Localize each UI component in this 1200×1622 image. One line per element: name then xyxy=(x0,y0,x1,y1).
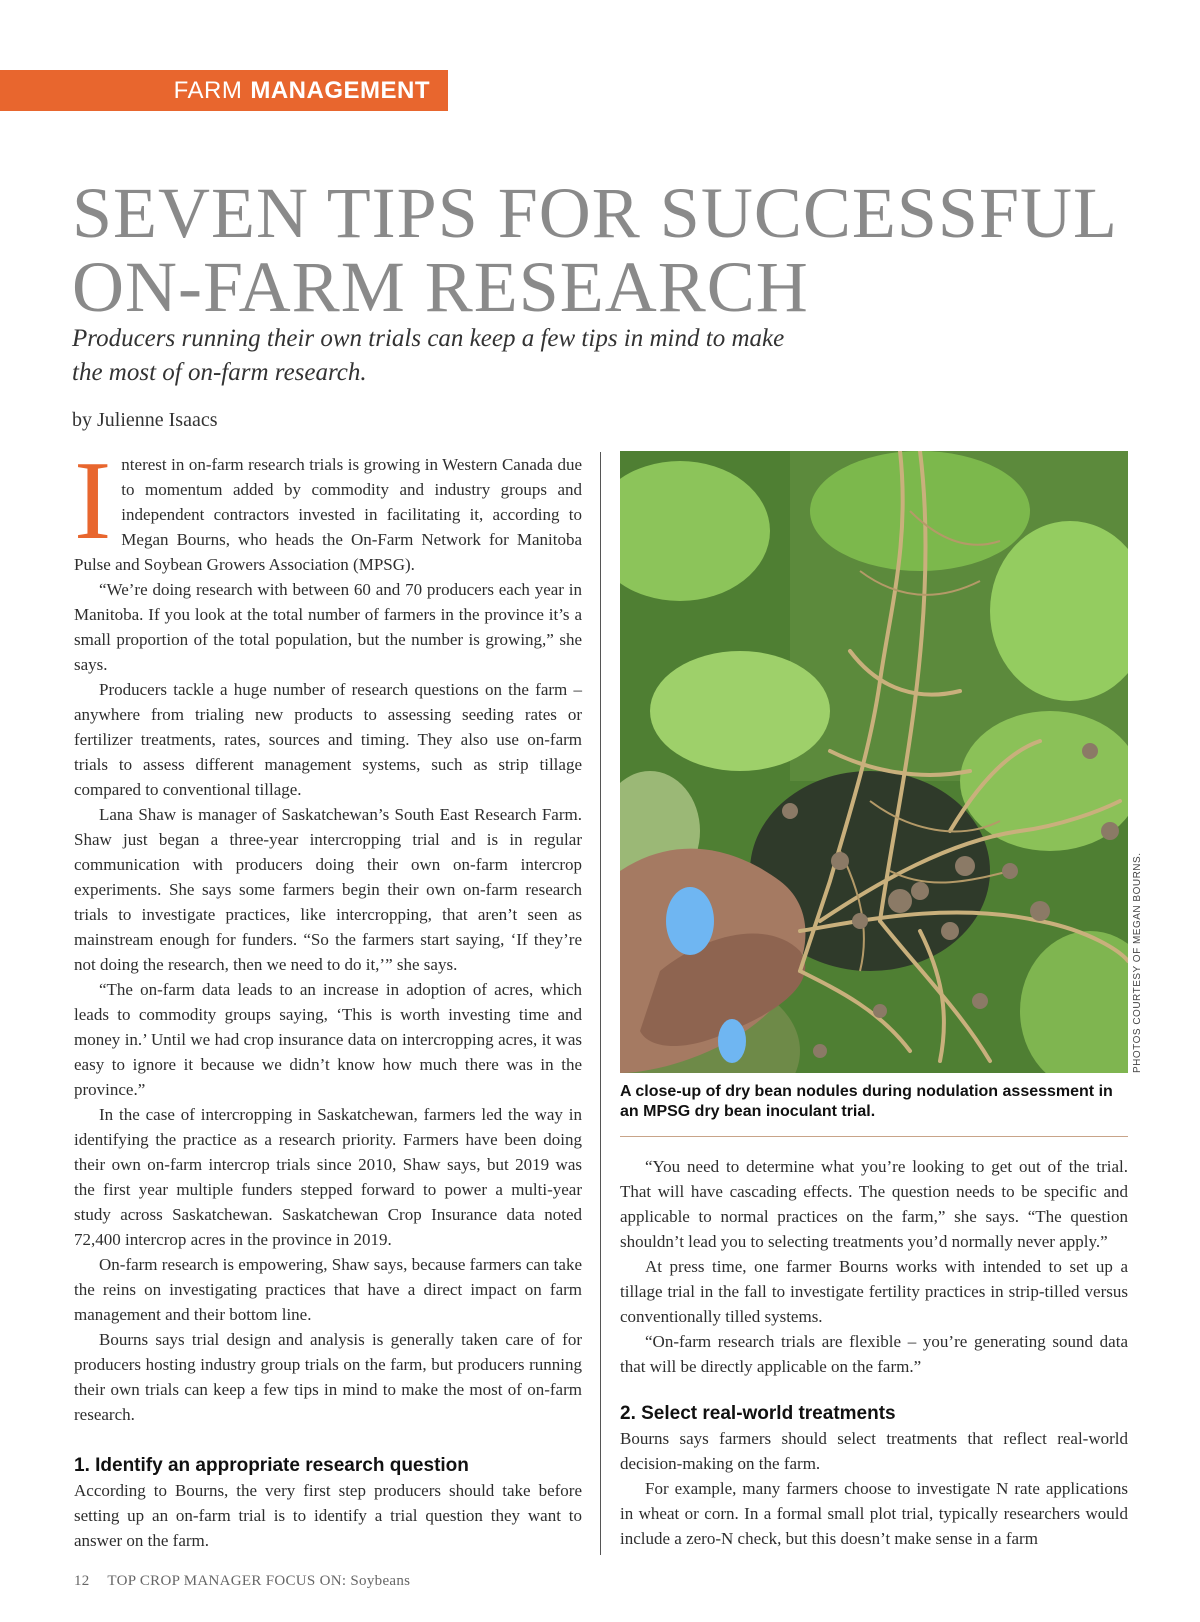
right-column xyxy=(620,1154,1128,1551)
column-divider xyxy=(600,452,601,1555)
paragraph: “The on-farm data leads to an increase in adoption of acres, which leads to commodity groups saying, ‘This is worth investing time and money in.’ Until we had crop insurance data on intercropping acres, it was easy to ignore it because we didn’t know how much there was in the province.” xyxy=(74,980,582,1099)
title-line-1: SEVEN TIPS FOR SUCCESSFUL xyxy=(72,173,1118,253)
section-heading-2: 2. Select real-world treatments xyxy=(620,1403,896,1424)
first-paragraph xyxy=(74,439,582,577)
byline: by Julienne Isaacs xyxy=(72,409,218,431)
paragraph: For example, many farmers choose to investigate N rate applications in wheat or corn. In a formal small plot trial, typically researchers would include a zero-N check, but this doesn’t make sense in a farm xyxy=(620,1479,1128,1548)
caption-rule xyxy=(620,1136,1128,1137)
dry-bean-roots-photo xyxy=(620,451,1128,1073)
page-footer xyxy=(74,1573,410,1590)
paragraph: In the case of intercropping in Saskatchewan, farmers led the way in identifying the practice as a research priority. Farmers have been doing their own on-farm intercrop trials since 2010, Shaw says, but 2019 was the first year multiple funders stepped forward to power a multi-year study across Saskatchewan. Saskatchewan Crop Insurance data noted 72,400 intercrop acres in the province in 2019. xyxy=(74,1105,582,1249)
paragraph: Bourns says trial design and analysis is generally taken care of for producers hosting industry group trials on the farm, but producers running their own trials can keep a few tips in mind to make the most of on-farm research. xyxy=(74,1330,582,1424)
paragraph: “On-farm research trials are flexible – you’re generating sound data that will be directly applicable on the farm.” xyxy=(620,1332,1128,1376)
photo-credit-text: PHOTOS COURTESY OF MEGAN BOURNS. xyxy=(1132,852,1143,1073)
drop-cap: I xyxy=(74,439,112,563)
paragraph: Bourns says farmers should select treatments that reflect real-world decision-making on the farm. xyxy=(620,1429,1128,1473)
page-number: 12 xyxy=(74,1573,90,1589)
paragraph: “We’re doing research with between 60 and 70 producers each year in Manitoba. If you look at the total number of farmers in the province it’s a small proportion of the total population, but the number is growing,” she says. xyxy=(74,580,582,674)
title-line-2: ON-FARM RESEARCH xyxy=(72,247,809,327)
article-title xyxy=(72,173,1152,327)
paragraph: Producers tackle a huge number of research questions on the farm – anywhere from trialing new products to assessing seeding rates or fertilizer treatments, rates, sources and timing. They also use on-farm trials to assess different management systems, such as strip tillage compared to conventional tillage. xyxy=(74,680,582,799)
left-column xyxy=(74,439,582,1553)
photo-illustration xyxy=(620,451,1128,1073)
article-subtitle xyxy=(72,322,872,390)
publication-name: TOP CROP MANAGER FOCUS ON: Soybeans xyxy=(107,1573,411,1589)
subtitle-line-2: the most of on-farm research. xyxy=(72,359,367,386)
paragraph: On-farm research is empowering, Shaw says, because farmers can take the reins on investigating practices that have a direct impact on farm management and their bottom line. xyxy=(74,1255,582,1324)
paragraph: According to Bourns, the very first step producers should take before setting up an on-farm trial is to identify a trial question they want to answer on the farm. xyxy=(74,1481,582,1550)
paragraph: Lana Shaw is manager of Saskatchewan’s South East Research Farm. Shaw just began a three-year intercropping trial and is in regular communication with producers doing their own on-farm intercrop experiments. She says some farmers begin their own on-farm research trials to investigate practices, like intercropping, that aren’t seen as mainstream enough for funders. “So the farmers start saying, ‘If they’re not doing the research, then we need to do it,’” she says. xyxy=(74,805,582,974)
section-heading-1: 1. Identify an appropriate research question xyxy=(74,1455,469,1476)
first-paragraph-text: nterest in on-farm research trials is growing in Western Canada due to momentum added by commodity and industry groups and independent contractors invested in facilitating it, according to Megan Bourns, who heads the On-Farm Network for Manitoba Pulse and Soybean Growers Association (MPSG). xyxy=(74,455,582,574)
photo-caption: A close-up of dry bean nodules during nodulation assessment in an MPSG dry bean inoculant trial. xyxy=(620,1083,1113,1120)
section-label-light: FARM xyxy=(173,76,243,104)
section-banner xyxy=(0,70,448,111)
paragraph: “You need to determine what you’re looking to get out of the trial. That will have cascading effects. The question needs to be specific and applicable to normal practices on the farm,” she says. “The question shouldn’t lead you to selecting treatments you’d normally never apply.” xyxy=(620,1157,1128,1251)
subtitle-line-1: Producers running their own trials can keep a few tips in mind to make xyxy=(72,325,785,352)
section-label-bold: MANAGEMENT xyxy=(250,76,430,104)
paragraph: At press time, one farmer Bourns works with intended to set up a tillage trial in the fall to investigate fertility practices in strip-tilled versus conventionally tilled systems. xyxy=(620,1257,1128,1326)
